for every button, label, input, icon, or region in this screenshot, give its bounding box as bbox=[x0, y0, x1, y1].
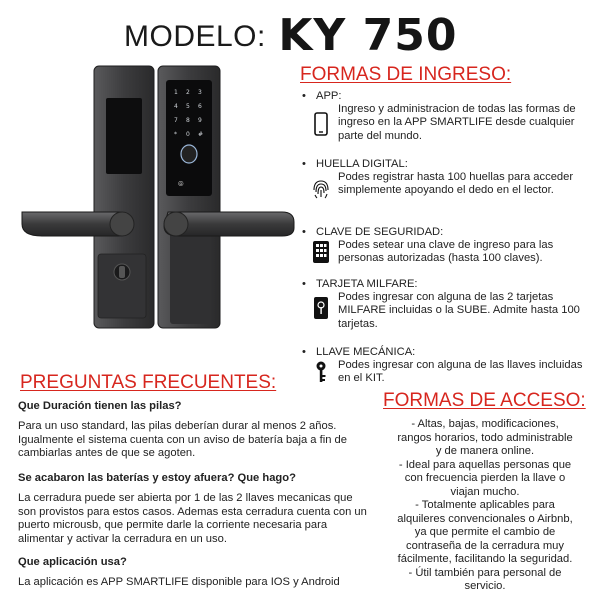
faq-answer: La cerradura puede ser abierta por 1 de las 2 llaves mecanicas que son provistos para estos casos. Ademas esta cerradura cuenta con un puerto microusb, que permite darle la corriente necesaria para alimentar y activar la cerradura en un uso. bbox=[18, 492, 367, 545]
fingerprint-icon bbox=[310, 176, 332, 200]
svg-text:8: 8 bbox=[186, 117, 190, 124]
acceso-line: - Altas, bajas, modificaciones, bbox=[411, 418, 559, 430]
acceso-line: servicio. bbox=[464, 580, 506, 592]
faq-answer: Para un uso standard, las pilas deberían durar al menos 2 años. Igualmente el sistema cuenta con un aviso de batería baja a fin de cambiarlas antes de que se agoten. bbox=[18, 420, 347, 460]
model-name: KY 750 bbox=[278, 10, 458, 61]
svg-text:0: 0 bbox=[186, 131, 190, 138]
method-desc: Podes ingresar con alguna de las 2 tarjetas MILFARE incluidas o la SUBE. Admite hasta 100 tarjetas. bbox=[338, 291, 580, 330]
svg-text:*: * bbox=[174, 131, 177, 138]
method-desc: Podes setear una clave de ingreso para las personas autorizadas (hasta 100 claves). bbox=[338, 239, 554, 265]
acceso-line: rangos horarios, todo administrable bbox=[397, 431, 573, 444]
acceso-line: ya que permite el cambio de bbox=[414, 526, 556, 538]
svg-text:5: 5 bbox=[186, 103, 190, 110]
method-desc: Ingreso y administracion de todas las formas de ingreso en la APP SMARTLIFE desde cualquier parte del mundo. bbox=[338, 103, 576, 142]
method-title: CLAVE DE SEGURIDAD: bbox=[316, 226, 444, 238]
faq-question: Que Duración tienen las pilas? bbox=[18, 400, 182, 412]
smart-lock-image bbox=[18, 64, 298, 336]
acceso-line: alquileres convencionales o Airbnb, bbox=[397, 512, 573, 525]
acceso-line: y de manera online. bbox=[435, 445, 535, 457]
svg-text:#: # bbox=[198, 131, 204, 138]
acceso-line: - Útil también para personal de bbox=[408, 566, 562, 579]
faq-answer: La aplicación es APP SMARTLIFE disponible para IOS y Android bbox=[18, 576, 340, 588]
key-icon bbox=[310, 360, 332, 384]
acceso-line: con frecuencia pierden la llave o bbox=[404, 472, 566, 484]
svg-text:3: 3 bbox=[198, 89, 202, 96]
acceso-line: fácilmente, facilitando la seguridad. bbox=[397, 553, 573, 565]
method-title: LLAVE MECÁNICA: bbox=[316, 346, 416, 358]
svg-text:⦾: ⦾ bbox=[178, 180, 184, 188]
acceso-line: viajan mucho. bbox=[450, 485, 520, 498]
page-title bbox=[124, 10, 457, 64]
svg-text:2: 2 bbox=[186, 89, 190, 96]
svg-text:4: 4 bbox=[174, 103, 178, 110]
faq-question: Que aplicación usa? bbox=[18, 556, 127, 568]
method-desc: Podes ingresar con alguna de las llaves incluidas en el KIT. bbox=[338, 359, 583, 385]
title-prefix: MODELO: bbox=[124, 20, 266, 53]
keypad-icon bbox=[310, 240, 332, 264]
faq-question: Se acabaron las baterías y estoy afuera? Que hago? bbox=[18, 472, 296, 484]
method-title: APP: bbox=[316, 90, 342, 102]
svg-text:7: 7 bbox=[174, 117, 178, 124]
svg-text:6: 6 bbox=[198, 103, 202, 110]
card-icon bbox=[310, 296, 332, 320]
acceso-line: - Totalmente aplicables para bbox=[415, 499, 555, 511]
svg-text:9: 9 bbox=[198, 117, 202, 124]
svg-text:1: 1 bbox=[174, 89, 178, 96]
method-desc: Podes registrar hasta 100 huellas para acceder simplemente apoyando el dedo en el lector. bbox=[338, 171, 574, 197]
method-title: HUELLA DIGITAL: bbox=[316, 158, 408, 170]
acceso-heading: FORMAS DE ACCESO: bbox=[383, 390, 586, 411]
faq-heading: PREGUNTAS FRECUENTES: bbox=[20, 372, 277, 393]
smartphone-icon bbox=[310, 112, 332, 136]
ingreso-heading: FORMAS DE INGRESO: bbox=[300, 64, 512, 85]
method-title: TARJETA MILFARE: bbox=[316, 278, 418, 290]
acceso-line: contraseña de la cerradura muy bbox=[406, 539, 564, 552]
acceso-line: - Ideal para aquellas personas que bbox=[398, 458, 572, 471]
acceso-list bbox=[385, 418, 585, 594]
